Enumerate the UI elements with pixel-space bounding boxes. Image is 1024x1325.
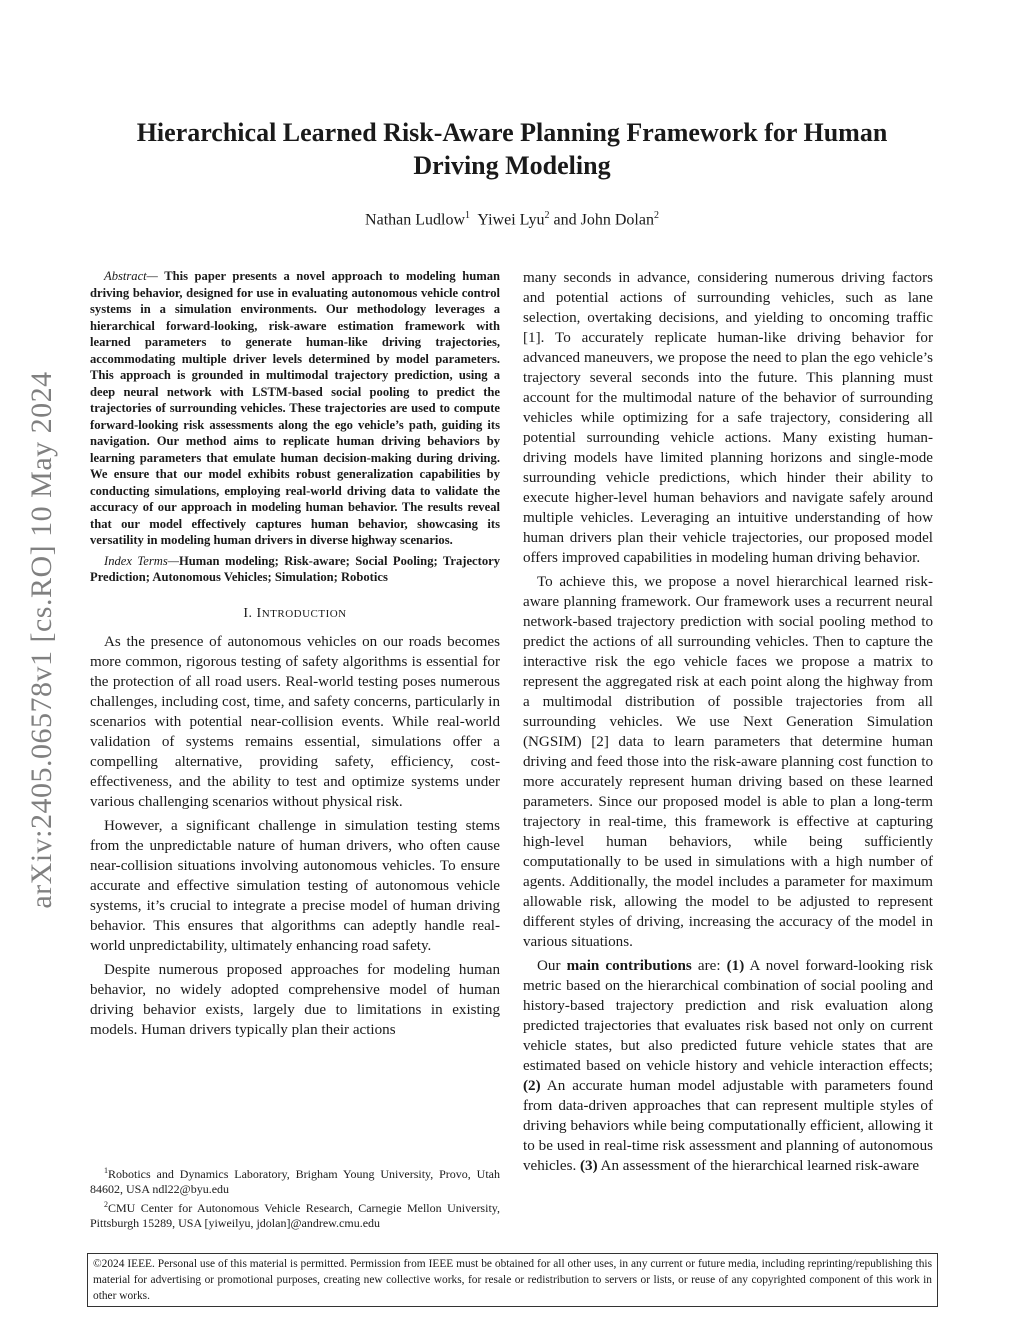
section-heading (90, 604, 500, 624)
index-terms-label: Index Terms— (104, 553, 179, 568)
footnote-text: CMU Center for Autonomous Vehicle Research, Carnegie Mellon University, Pittsburgh 15289, USA [yiweilyu, jdolan]@andrew.cmu.edu (90, 1201, 500, 1230)
body-paragraph: Despite numerous proposed approaches for modeling human behavior, no widely adopted comprehensive model of human driving behavior exists, largely due to limitations in existing models. Human drivers typically plan their actions (90, 961, 500, 1038)
footnote (90, 1163, 500, 1197)
abstract (90, 268, 500, 549)
author-name: Nathan Ludlow (365, 211, 466, 229)
contrib-3-num: (3) (580, 1158, 598, 1174)
author-list (95, 210, 929, 229)
abstract-text: This paper presents a novel approach to modeling human driving behavior, designed for use in evaluating autonomous vehicle control systems in a simulation environments. Our methodology leverages a hierarchical forward-looking, risk-aware estimation framework with learned parameters to generate human-like driving trajectories, accommodating multiple driver levels determined by model parameters. This approach is grounded in multimodal trajectory prediction, using a deep neural network with LSTM-based social pooling to predict the trajectories of surrounding vehicles. These trajectories are used to compute forward-looking risk assessments along the ego vehicle’s path, guiding its navigation. Our method aims to replicate human driving behaviors by learning parameters that emulate human decision-making during driving. We ensure that our model exhibits robust generalization capabilities by conducting simulations, employing real-world driving data to validate the accuracy of our approach in modeling human behavior. The results reveal that our model effectively captures human behavior, showcasing its versatility in modeling human drivers in diverse highway scenarios. (90, 269, 500, 547)
index-terms (90, 553, 500, 586)
arxiv-stamp-text: arXiv:2405.06578v1 [cs.RO] 10 May 2024 (25, 371, 58, 909)
contrib-3-text: An assessment of the hierarchical learned risk-aware (597, 1158, 920, 1174)
contributions-paragraph (523, 956, 933, 1176)
footnote (90, 1197, 500, 1231)
arxiv-stamp (22, 338, 62, 942)
footnote-marker: 1 (104, 1166, 108, 1175)
body-paragraph: many seconds in advance, considering numerous driving factors and potential actions of surrounding vehicles, such as lane selection, overtaking decisions, and yielding to oncoming traffic [1]. To accurately replicate human-like driving behavior for advanced maneuvers, we propose the need to plan the ego vehicle’s trajectory several seconds into the future. This planning must account for the multimodal nature of the behavior of surrounding vehicles while optimizing for a safe trajectory, considering all potential surrounding vehicle actions. Many existing human-driving models have limited planning horizons and single-mode surrounding vehicle predictions, which hinder their ability to execute higher-level human behaviors and navigate safely around multiple vehicles. Leveraging an intuitive understanding of how human drivers plan their vehicle trajectories, our proposed model offers improved capabilities in modeling human driving behavior. (523, 270, 933, 566)
left-column (90, 268, 500, 1040)
body-paragraph: However, a significant challenge in simulation testing stems from the unpredictable nature of human drivers, who often cause near-collision situations involving autonomous vehicles. To ensure accurate and effective simulation testing of autonomous vehicle systems, it’s crucial to integrate a precise model of human driving behavior. This ensures that algorithms can adeptly handle real-world unpredictability, ultimately enhancing road safety. (90, 817, 500, 954)
section-initial: I (256, 605, 262, 621)
contrib-after-lead: are: (691, 958, 727, 974)
body-paragraph: To achieve this, we propose a novel hierarchical learned risk-aware planning framework. Our framework uses a recurrent neural network-based trajectory prediction with social pooling method to predict the actions of all surrounding vehicles. Then to capture the interactive risk the ego vehicle faces we propose a matrix to represent the aggregated risk at each point along the highway from a multimodal distribution of possible trajectories from all surrounding vehicles. We use Next Generation Simulation (NGSIM) [2] data to learn parameters that determine human driving and feed those into the risk-aware planning cost function to more accurately represent human driving based on these learned parameters. Since our proposed model is able to plan a long-term trajectory in real-time, this framework is effective at capturing high-level human behaviors, while being sufficiently computationally to be used in simulations with a high number of agents. Additionally, the model includes a parameter for maximum allowable risk, allowing the model to be adjusted to represent different styles of driving, increasing the accuracy of the model in various situations. (523, 574, 933, 950)
footnote-text: Robotics and Dynamics Laboratory, Brigham Young University, Provo, Utah 84602, USA ndl22@byu.edu (90, 1167, 500, 1196)
body-paragraph: As the presence of autonomous vehicles on our roads becomes more common, rigorous testing of safety algorithms is essential for the protection of all road users. Real-world testing poses numerous challenges, including cost, time, and safety concerns, particularly in scenarios with potential near-collision events. While real-world validation of systems remains essential, simulations offer a compelling alternative, providing safety, efficiency, cost-effectiveness, and the ability to test and optimize systems under various challenging scenarios without physical risk. (90, 633, 500, 810)
section-title-rest: NTRODUCTION (261, 607, 347, 620)
section-numeral: I. (243, 605, 257, 621)
footnote-marker: 2 (104, 1200, 108, 1209)
right-column (523, 268, 933, 1176)
footnotes (90, 1163, 500, 1231)
author-name: and John Dolan (553, 211, 654, 229)
abstract-label: Abstract— (104, 269, 158, 283)
author-affiliation: 2 (544, 210, 550, 221)
contrib-2-num: (2) (523, 1078, 541, 1094)
index-terms-text: Human modeling; Risk-aware; Social Pooling; Trajectory Prediction; Autonomous Vehicles; Simulation; Robotics (90, 553, 500, 584)
copyright-notice: ©2024 IEEE. Personal use of this material is permitted. Permission from IEEE must be obtained for all other uses, in any current or future media, including reprinting/republishing this material for advertising or promotional purposes, creating new collective works, for resale or redistribution to servers or lists, or reuse of any copyrighted component of this work in other works. (87, 1253, 938, 1307)
author-affiliation: 2 (653, 210, 659, 221)
author-name: Yiwei Lyu (477, 211, 545, 229)
contrib-1-num: (1) (726, 958, 745, 974)
contrib-lead: Our (537, 958, 567, 974)
author-affiliation: 1 (465, 210, 471, 221)
contrib-1-text: A novel forward-looking risk metric based on the hierarchical combination of social pooling and history-based trajectory prediction and risk evaluation along predicted trajectories that evaluates risk based not only on current vehicle states, but also predicted future vehicle states that are estimated based on vehicle history and vehicle interaction effects; (523, 958, 934, 1074)
contrib-2-text: An accurate human model adjustable with parameters found from data-driven approaches that can represent multiple styles of driving behaviors while being computationally efficient, allowing it to be used in real-time risk assessment and planning of autonomous vehicles. (523, 1078, 933, 1174)
paper-title: Hierarchical Learned Risk-Aware Planning Framework for Human Driving Modeling (136, 118, 888, 180)
contrib-bold-lead: main contributions (566, 958, 692, 974)
